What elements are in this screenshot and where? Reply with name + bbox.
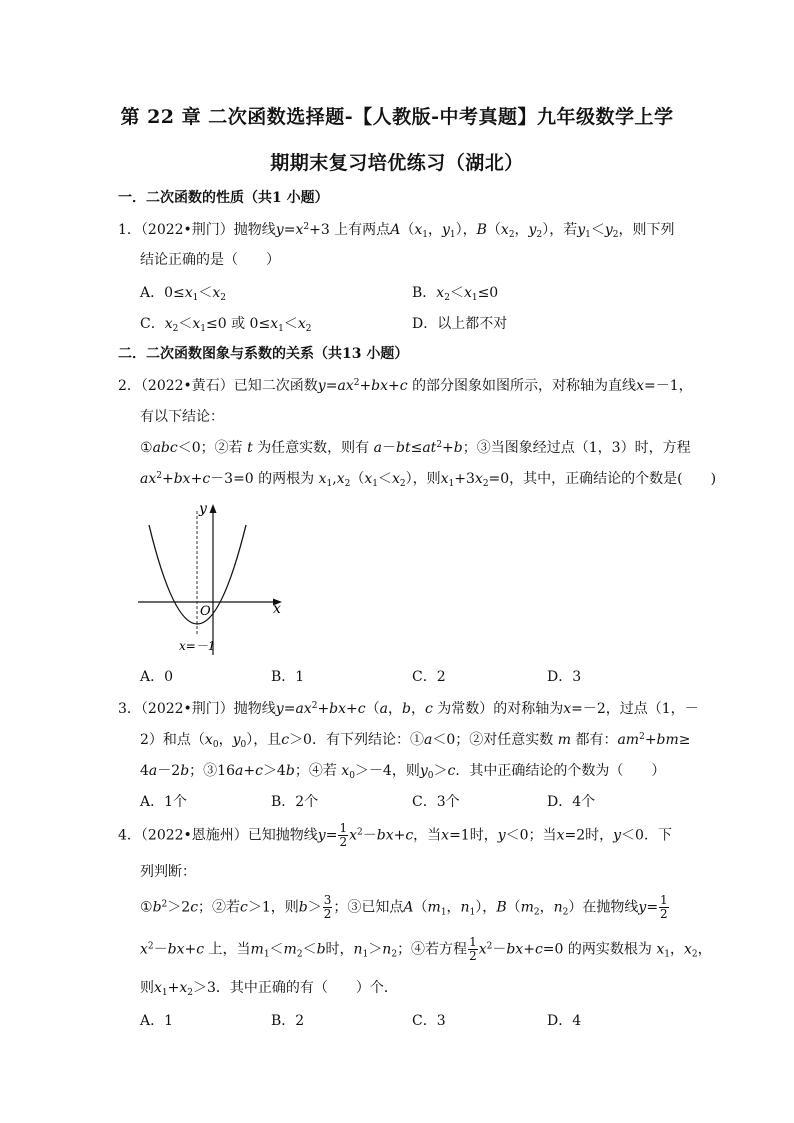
page-title-line1: 第 22 章 二次函数选择题-【人教版-中考真题】九年级数学上学 — [120, 106, 674, 128]
q2-line4: $ax^2+bx+c-3=0$ 的两根为 $x_1,x_2(x_1<x_2)$，则$x_1+3x_2=0$，其中，正确结论的个数是( ) — [140, 471, 717, 489]
y-axis-label: y — [199, 501, 207, 517]
q2-option-a[interactable]: A．0 — [140, 669, 174, 685]
q4-option-d[interactable]: D．4 — [547, 1013, 582, 1029]
y-axis-arrow — [210, 504, 217, 513]
q3-line3: 4a－2b；③16a+c＞4b；④若 $x_0>-4$，则$y_0>c$．其中正确结论的个数为（ ） — [140, 763, 666, 781]
origin-label: O — [200, 604, 211, 619]
q4-option-a[interactable]: A．1 — [140, 1013, 174, 1029]
section-heading-2: 二．二次函数图象与系数的关系（共13 小题） — [118, 346, 409, 362]
q4-line3: $①b^2>2c$；②若c＞1，则b＞ $\frac{3}{2}$ ；③已知点$A(m_1$，$n_1$），$B(m_2$，$n_2$）在抛物线y= $\frac{1}{2}$ — [140, 893, 668, 921]
x-axis-label: x — [273, 601, 281, 617]
q1-line1: 1．（2022•荆门）抛物线$y=x^2+3$ 上有两点$A(x_1$，$y_1$），$B(x_2$，$y_2$），若$y_1<y_2$，则下列 — [118, 222, 675, 240]
fraction-one-half-2: $\frac{1}{2}$ — [660, 893, 668, 921]
q4-line5: 则$x_1+x_2>3$．其中正确的有（ ）个． — [140, 980, 398, 998]
q3-line1: 3．（2022•荆门）抛物线$y=ax^2+bx+c(a$，b，c 为常数）的对称轴为x=－2，过点（1，－ — [118, 701, 699, 717]
q4-line4: $x^2-bx+c$ 上，当$m_1<m_2<b$时，$n_1>n_2$；④若方程 $\frac{1}{2}$ $x^2-bx+c=0$ 的两实数根为 $x_1$，$x_2$， — [140, 935, 712, 963]
q1-option-d[interactable]: D．以上都不对 — [412, 316, 508, 332]
q2-line1: 2．（2022•黄石）已知二次函数$y=ax^2+bx+c$ 的部分图象如图所示，对称轴为直线x=－1， — [118, 378, 693, 394]
q4-option-c[interactable]: C．3 — [412, 1013, 446, 1029]
fraction-one-half: $\frac{1}{2}$ — [339, 821, 348, 849]
q3-option-b[interactable]: B．2个 — [271, 794, 319, 810]
q2-line2: 有以下结论： — [140, 409, 224, 425]
page-title-line2: 期期末复习培优练习（湖北） — [270, 152, 524, 174]
q4-option-b[interactable]: B．2 — [271, 1013, 305, 1029]
symmetry-axis-label: x=－1 — [179, 639, 216, 653]
q2-line3: ①abc＜0；②若 t 为任意实数，则有 $a-bt\le at^2+b$；③当图象经过点（1，3）时，方程 — [140, 440, 691, 456]
q4-line2: 列判断： — [140, 864, 196, 880]
q1-option-c[interactable]: C．$x_2<x_1\le 0$ 或 $0\le x_1<x_2$ — [140, 316, 312, 334]
q2-option-c[interactable]: C．2 — [412, 669, 446, 685]
q1-line2: 结论正确的是（ ） — [140, 252, 280, 268]
q3-option-d[interactable]: D．4个 — [547, 794, 596, 810]
fraction-one-half-3: $\frac{1}{2}$ — [469, 935, 477, 963]
q3-line2: 2）和点（$x_0$，$y_0$），且c＞0．有下列结论：①a＜0；②对任意实数 m 都有：$am^2+bm\ge$ — [140, 732, 691, 750]
q1-option-a[interactable]: A．$0\le x_1<x_2$ — [140, 285, 227, 303]
q3-option-a[interactable]: A．1个 — [140, 794, 188, 810]
section-heading-1: 一．二次函数的性质（共1 小题） — [118, 190, 329, 206]
fraction-three-halves: $\frac{3}{2}$ — [323, 893, 332, 921]
q3-option-c[interactable]: C．3个 — [412, 794, 460, 810]
q4-line1: 4．（2022•恩施州）已知抛物线y= $\frac{1}{2}$ $x^2-bx+c$，当x=1时，y＜0；当x=2时，y＜0．下 — [118, 821, 672, 849]
q2-parabola-graph — [130, 495, 290, 660]
q2-option-d[interactable]: D．3 — [547, 669, 582, 685]
q2-option-b[interactable]: B．1 — [271, 669, 305, 685]
q1-option-b[interactable]: B．$x_2<x_1\le 0$ — [412, 285, 499, 303]
parabola-curve — [149, 525, 246, 624]
